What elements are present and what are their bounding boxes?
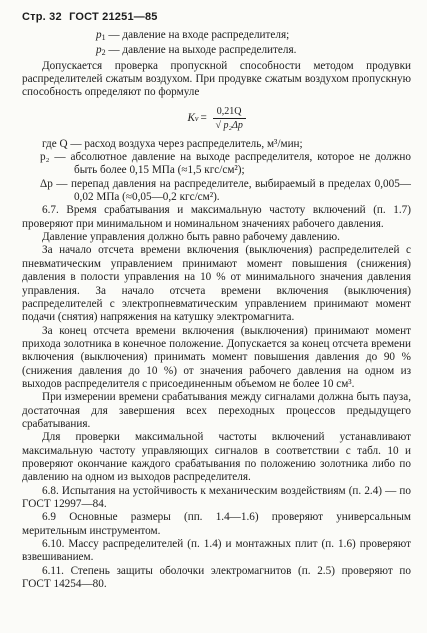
symbol: p	[96, 44, 102, 57]
formula-lhs: K	[187, 112, 195, 125]
formula-equals: =	[200, 112, 207, 125]
section-6-10: 6.10. Массу распределителей (п. 1.4) и монтажных плит (п. 1.6) проверяют взвешиванием.	[22, 538, 411, 564]
formula	[22, 100, 411, 138]
formula-denominator: √ p₂Δp	[215, 119, 243, 131]
where-p2: p₂ — абсолютное давление на выходе распределителя, которое не должно быть более 0,15 МПа (≈1,5 кгс/см²);	[40, 151, 411, 177]
paragraph-start-timing: За начало отсчета времени включения (выключения) распределителей с пневматическим управлением принимают момент повышения (снижения) давления в полости управления на 10 % от минимального значения давления управления. За начало отсчета времени включения (выключения) распределителей с электропневматическим управлением принимают момент подачи (снятия) напряжения на катушку электромагнита.	[22, 244, 411, 324]
formula-lhs-index: v	[194, 114, 199, 124]
section-6-9: 6.9 Основные размеры (пп. 1.4—1.6) проверяют универсальным мерительным инструментом.	[22, 511, 411, 537]
legend-p1	[96, 29, 411, 44]
paragraph-end-timing: За конец отсчета времени включения (выключения) принимают момент прихода золотника в конечное положение. Допускается за конец отсчета времени включения (выключения) принимать момент повышения давления до 90 % (снижения давления до 10 %) от значения рабочего давления на одном из выходов распределителя с присоединенным объемом не более 10 см³.	[22, 324, 411, 390]
symbol-index: 2	[101, 48, 106, 58]
paragraph-pause: При измерении времени срабатывания между сигналами должна быть пауза, достаточная для завершения всех переходных процессов предыдущего срабатывания.	[22, 391, 411, 430]
symbol: p	[96, 29, 102, 41]
page-header	[22, 10, 411, 24]
legend-p2	[96, 44, 411, 59]
formula-fraction	[213, 106, 246, 132]
symbol-index: 1	[101, 33, 106, 42]
section-6-7: 6.7. Время срабатывания и максимальную частоту включений (п. 1.7) проверяют при минимальном и номинальном значениях рабочего давления.	[22, 204, 411, 230]
formula-numerator: 0,21Q	[213, 106, 246, 119]
standard-code: ГОСТ 21251—85	[69, 11, 158, 23]
page-number: Стр. 32	[22, 11, 62, 23]
legend-text: — давление на входе распределителя;	[105, 29, 290, 41]
legend-text: — давление на выходе распределителя.	[105, 44, 297, 57]
section-6-11: 6.11. Степень защиты оболочки электромагнитов (п. 2.5) проверяют по ГОСТ 14254—80.	[22, 564, 411, 591]
paragraph-control-pressure: Давление управления должно быть равно рабочему давлению.	[42, 231, 340, 244]
paragraph-max-frequency: Для проверки максимальной частоты включений устанавливают максимальную частоту управляющих сигналов в соответствии с табл. 10 и проверяют окончание каждого срабатывания по положению золотника либо по давлению на одном из выходов распределителя.	[22, 431, 411, 484]
section-6-8: 6.8. Испытания на устойчивость к механическим воздействиям (п. 2.4) — по ГОСТ 12997—84.	[22, 484, 411, 510]
where-dp: Δp — перепад давления на распределителе, выбираемый в пределах 0,005—0,02 МПа (≈0,05—0,2 кгс/см²).	[40, 177, 411, 204]
paragraph-blowing-method: Допускается проверка пропускной способности методом продувки распределителей сжатым воздухом. При продувке сжатым воздухом пропускную способность определяют по формуле	[22, 59, 411, 99]
where-q: где Q — расход воздуха через распределитель, м³/мин;	[42, 137, 303, 150]
